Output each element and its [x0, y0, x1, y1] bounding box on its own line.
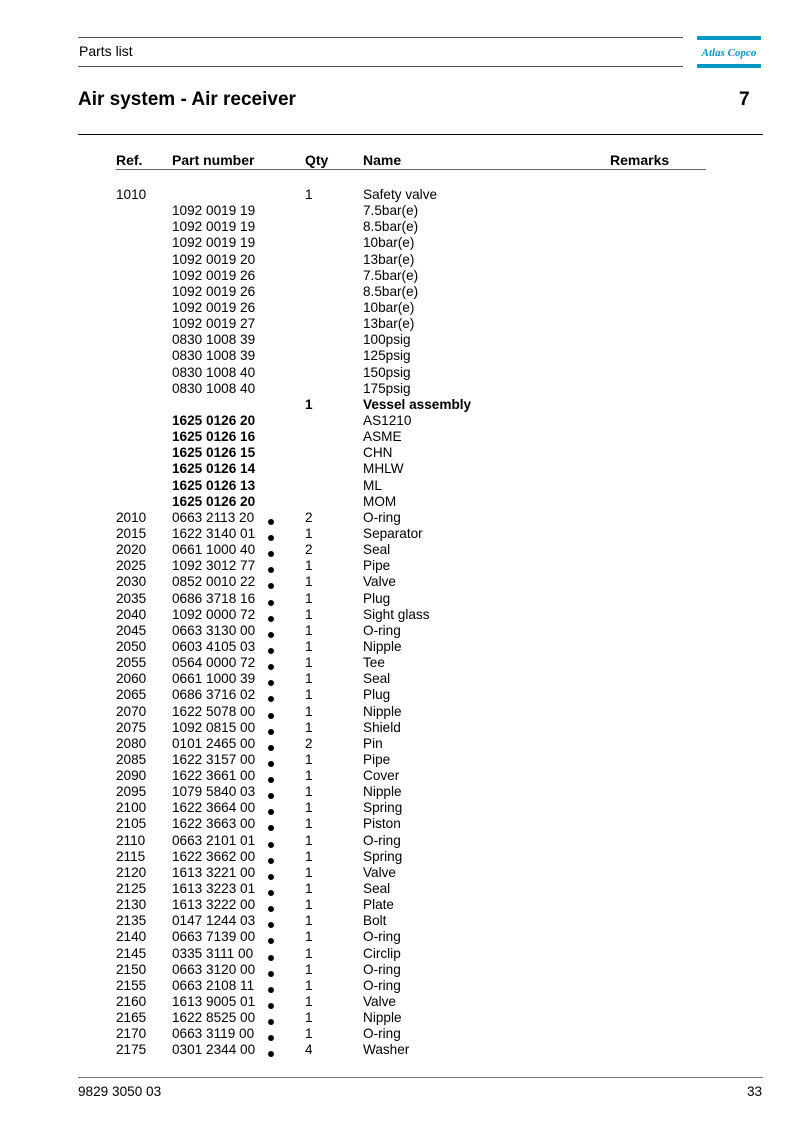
row-qty: 1	[305, 945, 313, 961]
table-row	[0, 881, 800, 897]
row-part-number: 1092 3012 77	[172, 558, 256, 574]
table-row	[0, 1042, 800, 1058]
row-name: 10bar(e)	[363, 235, 415, 251]
table-row	[0, 542, 800, 558]
table-row	[0, 913, 800, 929]
row-ref: 2060	[116, 671, 147, 687]
row-part-number: 1622 3157 00	[172, 751, 256, 767]
col-header-remarks: Remarks	[610, 152, 670, 168]
row-name: Nipple	[363, 784, 402, 800]
row-name: Plug	[363, 687, 391, 703]
row-name: Pin	[363, 735, 383, 751]
row-name: MHLW	[363, 461, 404, 477]
row-part-number: 1092 0019 26	[172, 267, 256, 283]
bullet-icon	[267, 901, 275, 909]
bullet-icon	[267, 982, 275, 990]
row-part-number: 1092 0019 26	[172, 299, 256, 315]
bullet-icon	[267, 691, 275, 699]
row-ref: 2155	[116, 977, 147, 993]
bullet-icon	[267, 804, 275, 812]
table-row	[0, 558, 800, 574]
row-part-number: 0663 2101 01	[172, 832, 256, 848]
row-qty: 1	[305, 606, 313, 622]
bullet-icon	[267, 1030, 275, 1038]
table-row	[0, 816, 800, 832]
row-qty: 1	[305, 638, 313, 654]
row-name: Nipple	[363, 703, 402, 719]
row-ref: 2175	[116, 1042, 147, 1058]
row-part-number: 1622 3663 00	[172, 816, 256, 832]
bullet-icon	[267, 885, 275, 893]
row-ref: 2120	[116, 864, 147, 880]
header-rule	[116, 169, 706, 170]
row-ref: 2070	[116, 703, 147, 719]
row-part-number: 1625 0126 15	[172, 445, 256, 461]
header-rule-bottom	[78, 66, 683, 67]
col-header-name: Name	[363, 152, 402, 168]
bullet-icon	[267, 966, 275, 974]
bullet-icon	[267, 514, 275, 522]
col-header-part: Part number	[172, 152, 255, 168]
row-name: Seal	[363, 881, 391, 897]
table-row	[0, 962, 800, 978]
row-part-number: 1092 0019 27	[172, 316, 256, 332]
row-part-number: 1622 3662 00	[172, 848, 256, 864]
row-ref: 2095	[116, 784, 147, 800]
row-name: Seal	[363, 671, 391, 687]
row-qty: 1	[305, 671, 313, 687]
row-qty: 1	[305, 590, 313, 606]
table-row	[0, 429, 800, 445]
table-row	[0, 639, 800, 655]
row-ref: 2170	[116, 1026, 147, 1042]
footer-rule	[78, 1077, 763, 1078]
row-ref: 2020	[116, 542, 147, 558]
row-part-number: 1625 0126 20	[172, 412, 256, 428]
row-ref: 2055	[116, 655, 147, 671]
row-part-number: 1092 0019 19	[172, 219, 256, 235]
table-row	[0, 413, 800, 429]
table-row	[0, 655, 800, 671]
bullet-icon	[267, 772, 275, 780]
row-name: Valve	[363, 574, 396, 590]
row-qty: 1	[305, 864, 313, 880]
row-ref: 2080	[116, 735, 147, 751]
bullet-icon	[267, 740, 275, 748]
row-name: Sight glass	[363, 606, 430, 622]
row-ref: 2030	[116, 574, 147, 590]
row-part-number: 0830 1008 40	[172, 364, 256, 380]
row-name: Safety valve	[363, 187, 438, 202]
row-ref: 2010	[116, 509, 147, 525]
row-qty: 2	[305, 509, 313, 525]
row-part-number: 0663 3119 00	[172, 1026, 255, 1042]
row-part-number: 1613 3221 00	[172, 864, 256, 880]
row-name: 13bar(e)	[363, 316, 415, 332]
row-qty: 1	[305, 525, 313, 541]
table-row	[0, 478, 800, 494]
table-row	[0, 752, 800, 768]
bullet-icon	[267, 788, 275, 796]
row-ref: 2165	[116, 1010, 147, 1026]
row-name: Spring	[363, 848, 403, 864]
row-part-number: 0663 2108 11	[172, 977, 255, 993]
row-name: Circlip	[363, 945, 401, 961]
row-part-number: 1625 0126 13	[172, 477, 256, 493]
table-row	[0, 494, 800, 510]
row-qty: 1	[305, 800, 313, 816]
row-ref: 2025	[116, 558, 147, 574]
row-name: O-ring	[363, 929, 401, 945]
row-name: O-ring	[363, 509, 401, 525]
row-part-number: 0661 1000 39	[172, 671, 256, 687]
table-row	[0, 252, 800, 268]
row-qty: 1	[305, 929, 313, 945]
row-part-number: 0686 3718 16	[172, 590, 256, 606]
row-qty: 1	[305, 1010, 313, 1026]
table-row	[0, 865, 800, 881]
row-part-number: 1092 0815 00	[172, 719, 256, 735]
row-name: Separator	[363, 525, 423, 541]
row-part-number: 1092 0000 72	[172, 606, 256, 622]
table-row	[0, 445, 800, 461]
chapter-number: 7	[739, 89, 750, 110]
row-part-number: 0830 1008 40	[172, 380, 256, 396]
row-name: CHN	[363, 445, 393, 461]
row-name: Valve	[363, 994, 396, 1010]
col-header-qty: Qty	[305, 152, 329, 168]
table-row	[0, 994, 800, 1010]
row-part-number: 1092 0019 20	[172, 251, 256, 267]
row-ref: 2145	[116, 945, 147, 961]
table-row	[0, 1026, 800, 1042]
table-row	[0, 736, 800, 752]
row-name: ML	[363, 477, 382, 493]
table-row	[0, 284, 800, 300]
bullet-icon	[267, 627, 275, 635]
row-part-number: 1622 3140 01	[172, 525, 256, 541]
bullet-icon	[267, 724, 275, 732]
row-qty: 1	[305, 396, 313, 412]
footer-page-number: 33	[747, 1084, 763, 1099]
row-name: Nipple	[363, 1010, 402, 1026]
row-name: 100psig	[363, 332, 411, 348]
row-name: Plug	[363, 590, 391, 606]
table-row	[0, 946, 800, 962]
row-name: O-ring	[363, 1026, 401, 1042]
row-qty: 1	[305, 187, 313, 202]
row-ref: 2150	[116, 961, 147, 977]
table-row	[0, 332, 800, 348]
footer-doc-number: 9829 3050 03	[78, 1084, 162, 1099]
row-name: O-ring	[363, 977, 401, 993]
row-ref: 2160	[116, 994, 147, 1010]
row-name: Washer	[363, 1042, 410, 1058]
row-name: 8.5bar(e)	[363, 283, 419, 299]
table-row	[0, 768, 800, 784]
row-qty: 1	[305, 768, 313, 784]
row-part-number: 0830 1008 39	[172, 348, 256, 364]
row-ref: 2035	[116, 590, 147, 606]
bullet-icon	[267, 530, 275, 538]
row-ref: 2140	[116, 929, 147, 945]
table-row	[0, 897, 800, 913]
row-ref: 2065	[116, 687, 147, 703]
row-qty: 4	[305, 1042, 313, 1058]
row-part-number: 1625 0126 14	[172, 461, 256, 477]
bullet-icon	[267, 675, 275, 683]
row-ref: 2125	[116, 881, 147, 897]
row-name: Plate	[363, 897, 394, 913]
bullet-icon	[267, 869, 275, 877]
row-ref: 2015	[116, 525, 147, 541]
row-part-number: 1092 0019 19	[172, 235, 256, 251]
row-ref: 2100	[116, 800, 147, 816]
row-part-number: 0663 3120 00	[172, 961, 256, 977]
bullet-icon	[267, 611, 275, 619]
row-part-number: 0686 3716 02	[172, 687, 256, 703]
row-qty: 1	[305, 961, 313, 977]
table-row	[0, 607, 800, 623]
bullet-icon	[267, 643, 275, 651]
row-qty: 1	[305, 622, 313, 638]
row-name: Piston	[363, 816, 401, 832]
row-ref: 1010	[116, 187, 147, 202]
bullet-icon	[267, 853, 275, 861]
table-row	[0, 720, 800, 736]
row-part-number: 0603 4105 03	[172, 638, 256, 654]
table-row	[0, 203, 800, 219]
row-part-number: 0663 7139 00	[172, 929, 256, 945]
row-ref: 2110	[116, 832, 146, 848]
row-ref: 2130	[116, 897, 147, 913]
row-name: 8.5bar(e)	[363, 219, 419, 235]
bullet-icon	[267, 950, 275, 958]
row-part-number: 0564 0000 72	[172, 655, 256, 671]
row-name: O-ring	[363, 832, 401, 848]
table-row	[0, 300, 800, 316]
section-label: Parts list	[79, 43, 133, 59]
bullet-icon	[267, 756, 275, 764]
page-title: Air system - Air receiver	[78, 89, 296, 110]
table-row	[0, 704, 800, 720]
row-name: MOM	[363, 493, 397, 509]
row-name: O-ring	[363, 622, 401, 638]
table-row	[0, 623, 800, 639]
table-row	[0, 671, 800, 687]
row-name: Tee	[363, 655, 385, 671]
table-row	[0, 784, 800, 800]
row-qty: 1	[305, 977, 313, 993]
row-part-number: 0101 2465 00	[172, 735, 256, 751]
row-part-number: 0663 3130 00	[172, 622, 256, 638]
table-row	[0, 849, 800, 865]
table-row	[0, 268, 800, 284]
row-qty: 1	[305, 703, 313, 719]
table-row	[0, 687, 800, 703]
bullet-icon	[267, 562, 275, 570]
row-ref: 2085	[116, 751, 147, 767]
table-row	[0, 591, 800, 607]
row-qty: 1	[305, 784, 313, 800]
row-part-number: 0147 1244 03	[172, 913, 256, 929]
row-name: Bolt	[363, 913, 387, 929]
table-row	[0, 397, 800, 413]
row-qty: 1	[305, 913, 313, 929]
bullet-icon	[267, 546, 275, 554]
row-part-number: 1613 3223 01	[172, 881, 256, 897]
row-name: AS1210	[363, 412, 412, 428]
row-part-number: 1622 3664 00	[172, 800, 256, 816]
row-name: Shield	[363, 719, 401, 735]
bullet-icon	[267, 998, 275, 1006]
row-qty: 1	[305, 832, 313, 848]
row-part-number: 1092 0019 26	[172, 283, 256, 299]
row-name: O-ring	[363, 961, 401, 977]
table-row	[0, 833, 800, 849]
bullet-icon	[267, 1046, 275, 1054]
row-name: Cover	[363, 768, 400, 784]
row-part-number: 1625 0126 20	[172, 493, 256, 509]
logo-wordmark: Atlas Copco	[701, 47, 757, 59]
table-row	[0, 1010, 800, 1026]
row-part-number: 1092 0019 19	[172, 203, 256, 219]
bullet-icon	[267, 917, 275, 925]
row-part-number: 0852 0010 22	[172, 574, 256, 590]
row-name: 7.5bar(e)	[363, 267, 419, 283]
row-part-number: 1622 3661 00	[172, 768, 256, 784]
row-name: Spring	[363, 800, 403, 816]
row-name: Pipe	[363, 558, 391, 574]
row-qty: 1	[305, 687, 313, 703]
table-row	[0, 381, 800, 397]
row-name: 125psig	[363, 348, 411, 364]
table-row	[0, 348, 800, 364]
table-row	[0, 510, 800, 526]
table-row	[0, 574, 800, 590]
table-row	[0, 978, 800, 994]
table-row	[0, 526, 800, 542]
bullet-icon	[267, 578, 275, 586]
row-name: 175psig	[363, 380, 411, 396]
row-ref: 2115	[116, 848, 146, 864]
bullet-icon	[267, 708, 275, 716]
row-qty: 1	[305, 558, 313, 574]
row-qty: 1	[305, 897, 313, 913]
row-qty: 1	[305, 574, 313, 590]
row-ref: 2050	[116, 638, 147, 654]
row-qty: 1	[305, 719, 313, 735]
row-name: ASME	[363, 429, 402, 445]
table-row	[0, 800, 800, 816]
bullet-icon	[267, 933, 275, 941]
row-part-number: 0830 1008 39	[172, 332, 256, 348]
table-row	[0, 187, 800, 203]
row-qty: 1	[305, 751, 313, 767]
row-qty: 1	[305, 848, 313, 864]
title-rule	[78, 134, 763, 135]
row-part-number: 1613 9005 01	[172, 994, 256, 1010]
bullet-icon	[267, 820, 275, 828]
row-ref: 2135	[116, 913, 147, 929]
table-row	[0, 219, 800, 235]
row-part-number: 0335 3111 00	[172, 945, 254, 961]
row-name: Seal	[363, 542, 391, 558]
row-qty: 1	[305, 655, 313, 671]
bullet-icon	[267, 837, 275, 845]
table-row	[0, 316, 800, 332]
row-part-number: 1622 8525 00	[172, 1010, 256, 1026]
bullet-icon	[267, 659, 275, 667]
table-row	[0, 461, 800, 477]
row-name: Pipe	[363, 751, 391, 767]
row-ref: 2105	[116, 816, 147, 832]
row-qty: 1	[305, 994, 313, 1010]
header-rule-top	[78, 37, 683, 38]
row-ref: 2040	[116, 606, 147, 622]
table-row	[0, 365, 800, 381]
parts-table	[0, 187, 800, 1059]
row-part-number: 1625 0126 16	[172, 429, 256, 445]
row-qty: 2	[305, 735, 313, 751]
row-name: 150psig	[363, 364, 411, 380]
row-qty: 1	[305, 816, 313, 832]
bullet-icon	[267, 1014, 275, 1022]
row-name: 13bar(e)	[363, 251, 415, 267]
row-part-number: 1613 3222 00	[172, 897, 256, 913]
table-row	[0, 235, 800, 251]
row-part-number: 0661 1000 40	[172, 542, 256, 558]
row-ref: 2075	[116, 719, 147, 735]
table-row	[0, 929, 800, 945]
row-ref: 2090	[116, 768, 147, 784]
row-name: Vessel assembly	[363, 396, 472, 412]
row-qty: 1	[305, 881, 313, 897]
col-header-ref: Ref.	[116, 152, 143, 168]
row-name: Valve	[363, 864, 396, 880]
row-name: 10bar(e)	[363, 299, 415, 315]
row-qty: 1	[305, 1026, 313, 1042]
row-name: 7.5bar(e)	[363, 203, 419, 219]
row-ref: 2045	[116, 622, 147, 638]
row-qty: 2	[305, 542, 313, 558]
row-part-number: 0301 2344 00	[172, 1042, 256, 1058]
row-part-number: 1079 5840 03	[172, 784, 256, 800]
row-part-number: 1622 5078 00	[172, 703, 256, 719]
bullet-icon	[267, 595, 275, 603]
atlas-copco-logo	[697, 36, 761, 68]
row-part-number: 0663 2113 20	[172, 509, 255, 525]
row-name: Nipple	[363, 638, 402, 654]
